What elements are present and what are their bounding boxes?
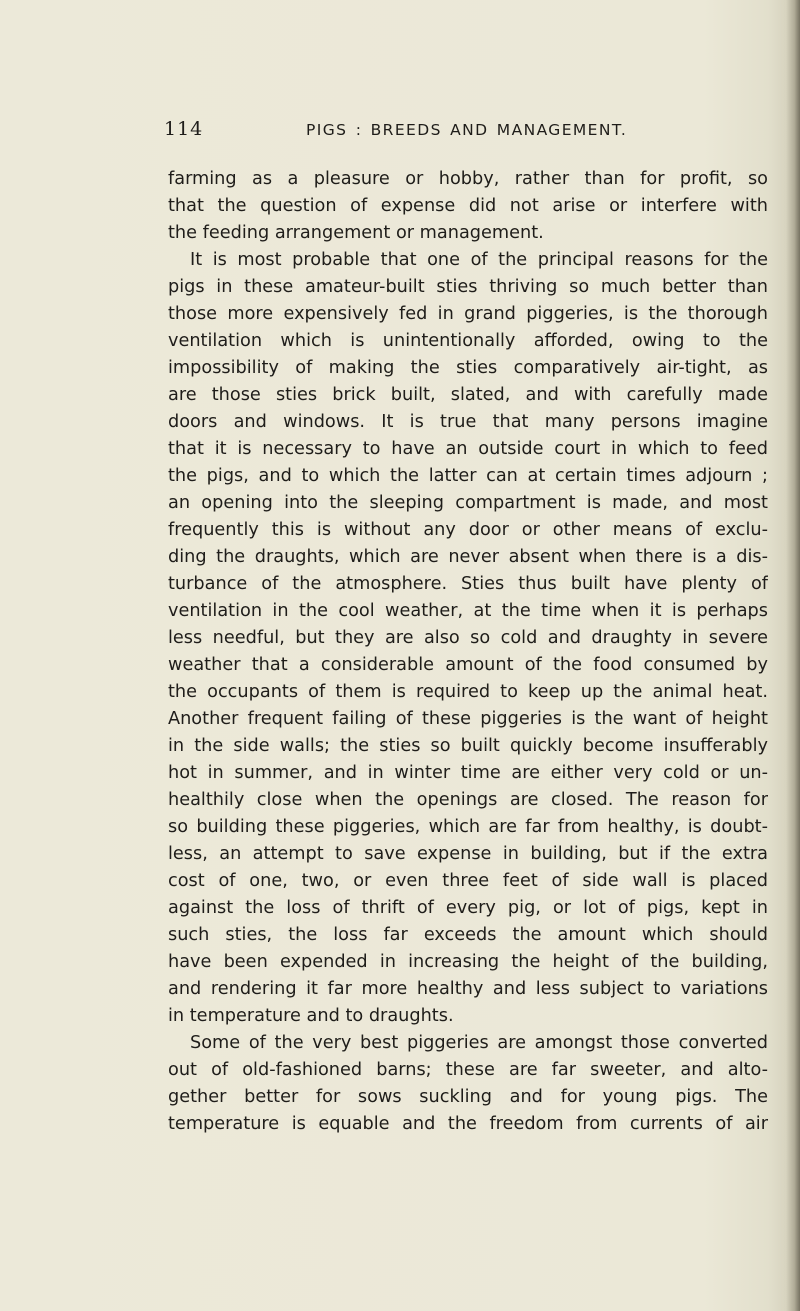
running-title: PIGS : BREEDS AND MANAGEMENT. (306, 121, 628, 139)
text-line: temperature is equable and the freedom from currents of air (168, 1114, 768, 1134)
text-line: healthily close when the openings are closed. The reason for (168, 790, 768, 810)
paragraph-start-line: It is most probable that one of the principal reasons for the (190, 250, 768, 270)
text-line: so building these piggeries, which are far from healthy, is doubt- (168, 817, 768, 837)
text-line: ding the draughts, which are never absent when there is a dis- (168, 547, 768, 567)
text-line: impossibility of making the sties comparatively air-tight, as (168, 358, 768, 378)
text-line: an opening into the sleeping compartment is made, and most (168, 493, 768, 513)
text-line: cost of one, two, or even three feet of side wall is placed (168, 871, 768, 891)
text-line: hot in summer, and in winter time are either very cold or un- (168, 763, 768, 783)
text-line: ventilation which is unintentionally afforded, owing to the (168, 331, 768, 351)
text-line: that it is necessary to have an outside court in which to feed (168, 439, 768, 459)
page-header (158, 116, 788, 146)
text-line: that the question of expense did not arise or interfere with (168, 196, 768, 216)
text-line: Another frequent failing of these piggeries is the want of height (168, 709, 768, 729)
text-line: the occupants of them is required to keep up the animal heat. (168, 682, 768, 702)
paragraph-start-line: Some of the very best piggeries are amongst those converted (190, 1033, 768, 1053)
text-line: frequently this is without any door or other means of exclu- (168, 520, 768, 540)
text-line: such sties, the loss far exceeds the amount which should (168, 925, 768, 945)
text-line: turbance of the atmosphere. Sties thus built have plenty of (168, 574, 768, 594)
text-line: the feeding arrangement or management. (168, 223, 544, 243)
text-line: out of old-fashioned barns; these are far sweeter, and alto- (168, 1060, 768, 1080)
text-line: gether better for sows suckling and for young pigs. The (168, 1087, 768, 1107)
text-line: ventilation in the cool weather, at the time when it is perhaps (168, 601, 768, 621)
text-line: are those sties brick built, slated, and with carefully made (168, 385, 768, 405)
text-line: and rendering it far more healthy and less subject to variations (168, 979, 768, 999)
body-text (168, 166, 768, 1138)
text-line: in the side walls; the sties so built quickly become insufferably (168, 736, 768, 756)
text-line: less needful, but they are also so cold and draughty in severe (168, 628, 768, 648)
page-number: 114 (164, 118, 204, 140)
text-line: against the loss of thrift of every pig, or lot of pigs, kept in (168, 898, 768, 918)
page-edge-shadow (786, 0, 800, 1311)
text-line: pigs in these amateur-built sties thriving so much better than (168, 277, 768, 297)
text-line: have been expended in increasing the height of the building, (168, 952, 768, 972)
text-line: the pigs, and to which the latter can at certain times adjourn ; (168, 466, 768, 486)
text-line: weather that a considerable amount of the food consumed by (168, 655, 768, 675)
text-line: doors and windows. It is true that many persons imagine (168, 412, 768, 432)
text-line: farming as a pleasure or hobby, rather than for profit, so (168, 169, 768, 189)
text-line: in temperature and to draughts. (168, 1006, 454, 1026)
text-line: less, an attempt to save expense in building, but if the extra (168, 844, 768, 864)
text-line: those more expensively fed in grand piggeries, is the thorough (168, 304, 768, 324)
